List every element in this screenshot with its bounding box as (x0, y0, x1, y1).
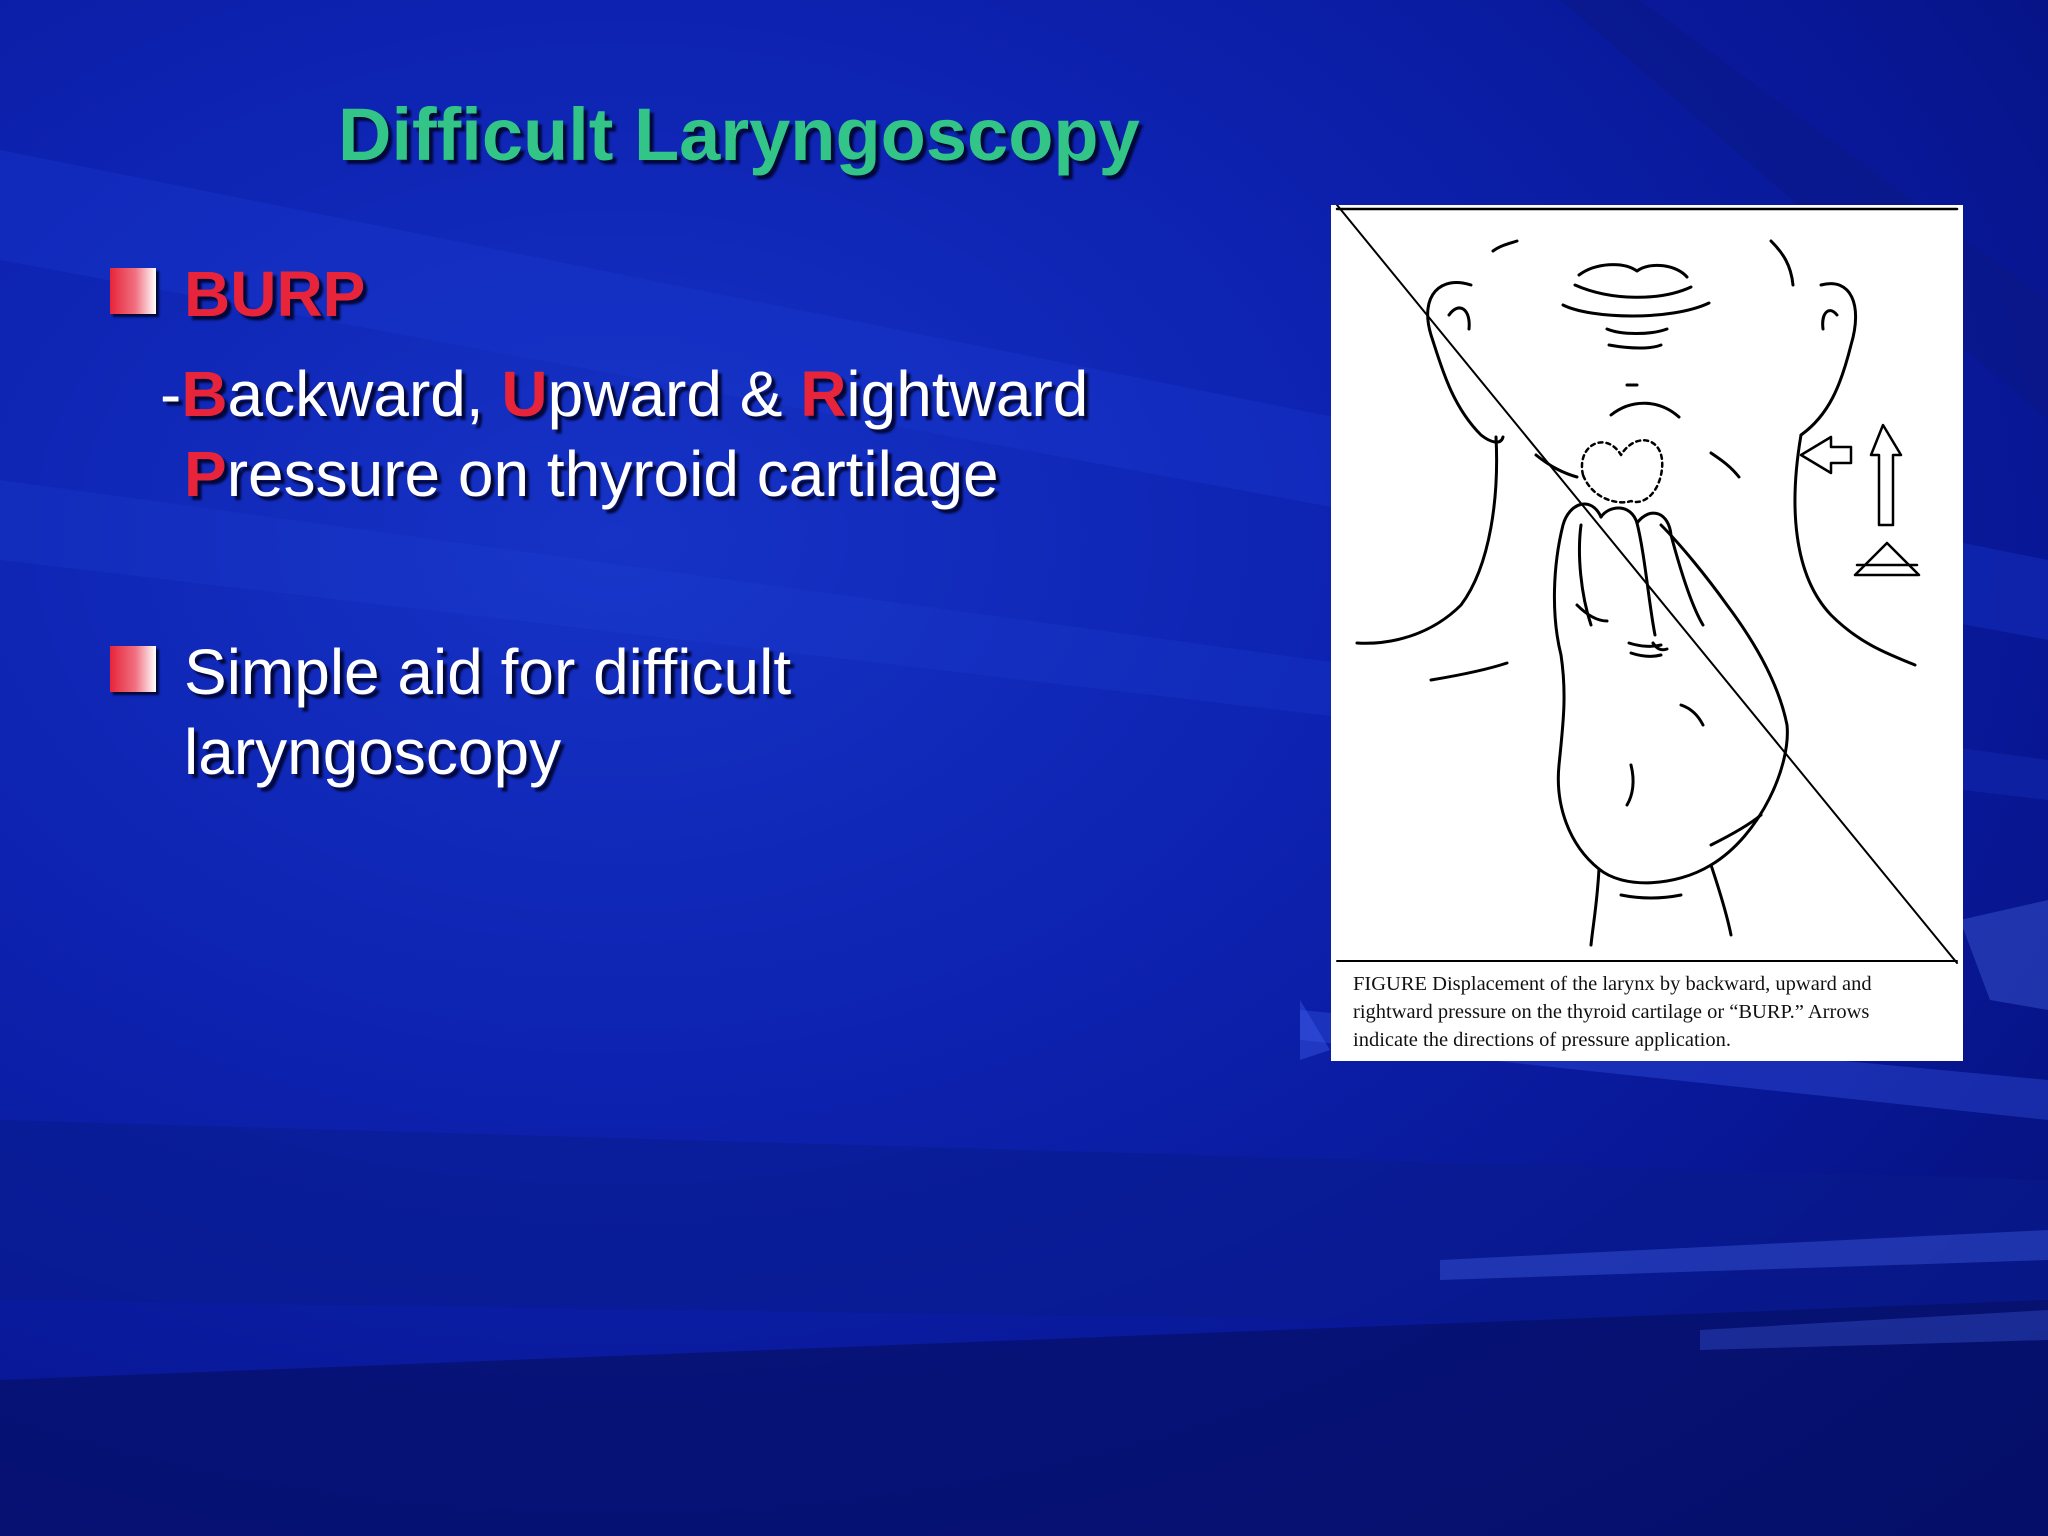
caption-line-2: rightward pressure on the thyroid cartilage or “BURP.” Arrows (1353, 1001, 1870, 1023)
bullet-simple-aid-line-2: laryngoscopy (184, 716, 562, 788)
word-backward-rest: ackward, (227, 358, 502, 430)
burp-detail-line-2 (184, 434, 999, 514)
bullet-marker-1 (110, 268, 156, 314)
letter-r: R (800, 358, 847, 430)
letter-p: P (184, 438, 227, 510)
bullet-burp-label: BURP (184, 258, 366, 330)
burp-illustration (1331, 205, 1963, 965)
burp-figure (1331, 205, 1963, 1061)
dash: - (160, 358, 182, 430)
bullet-marker-2 (110, 646, 156, 692)
burp-detail-line-1 (160, 354, 1088, 434)
figure-caption (1353, 970, 1953, 1054)
word-pressure-rest: ressure on thyroid cartilage (226, 438, 999, 510)
letter-u: U (501, 358, 548, 430)
bullet-simple-aid-line-1: Simple aid for difficult (184, 636, 792, 708)
word-rightward-rest: ightward (846, 358, 1089, 430)
letter-b: B (181, 358, 228, 430)
slide-title: Difficult Laryngoscopy (338, 93, 1140, 176)
caption-line-3: indicate the directions of pressure application. (1353, 1029, 1731, 1051)
caption-line-1: FIGURE Displacement of the larynx by backward, upward and (1353, 973, 1872, 995)
word-upward-rest: pward & (547, 358, 801, 430)
